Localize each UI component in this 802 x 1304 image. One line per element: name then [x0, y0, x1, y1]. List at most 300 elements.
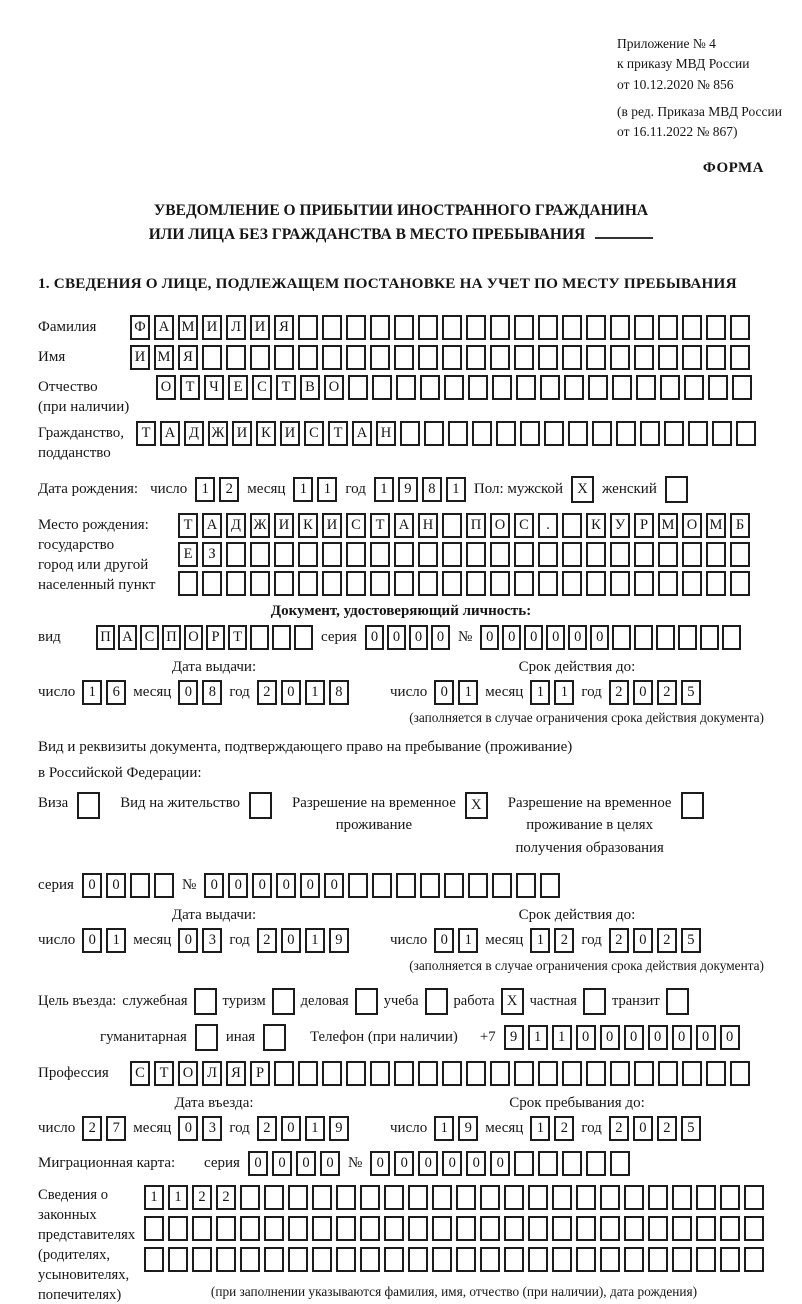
char-cell[interactable] [538, 542, 558, 567]
char-cell[interactable] [372, 375, 392, 400]
char-cell[interactable]: 1 [305, 928, 325, 953]
char-cell[interactable] [682, 542, 702, 567]
temp-residence-checkbox[interactable] [465, 792, 488, 819]
char-cell[interactable]: Т [276, 375, 296, 400]
char-cell[interactable]: А [118, 625, 137, 650]
purpose-official-checkbox[interactable] [194, 988, 217, 1015]
char-cell[interactable]: И [202, 315, 222, 340]
char-cell[interactable]: 9 [458, 1116, 478, 1141]
char-cell[interactable] [444, 375, 464, 400]
char-cell[interactable] [274, 542, 294, 567]
char-cell[interactable] [370, 1061, 390, 1086]
char-cell[interactable]: 0 [546, 625, 565, 650]
char-cell[interactable] [394, 542, 414, 567]
char-cell[interactable]: Р [250, 1061, 270, 1086]
char-cell[interactable]: 0 [568, 625, 587, 650]
purpose-private-checkbox[interactable] [583, 988, 606, 1015]
char-cell[interactable]: К [256, 421, 276, 446]
char-cell[interactable] [658, 542, 678, 567]
char-cell[interactable] [730, 315, 750, 340]
char-cell[interactable]: С [514, 513, 534, 538]
char-cell[interactable]: 0 [696, 1025, 716, 1050]
char-cell[interactable]: Т [328, 421, 348, 446]
char-cell[interactable] [528, 1216, 548, 1241]
char-cell[interactable]: И [274, 513, 294, 538]
char-cell[interactable]: М [154, 345, 174, 370]
char-cell[interactable]: А [394, 513, 414, 538]
char-cell[interactable]: 9 [504, 1025, 524, 1050]
char-cell[interactable] [408, 1247, 428, 1272]
char-cell[interactable] [432, 1185, 452, 1210]
char-cell[interactable] [490, 571, 510, 596]
char-cell[interactable]: Ф [130, 315, 150, 340]
char-cell[interactable] [250, 542, 270, 567]
char-cell[interactable]: 1 [434, 1116, 454, 1141]
char-cell[interactable]: 0 [600, 1025, 620, 1050]
char-cell[interactable]: 1 [552, 1025, 572, 1050]
char-cell[interactable]: Т [136, 421, 156, 446]
char-cell[interactable]: 1 [458, 928, 478, 953]
char-cell[interactable] [586, 345, 606, 370]
sex-male-checkbox[interactable] [571, 476, 594, 503]
temp-residence-education-checkbox[interactable] [681, 792, 704, 819]
char-cell[interactable]: 2 [609, 1116, 629, 1141]
char-cell[interactable] [744, 1185, 764, 1210]
char-cell[interactable] [562, 345, 582, 370]
char-cell[interactable]: 1 [144, 1185, 164, 1210]
char-cell[interactable]: 2 [657, 1116, 677, 1141]
char-cell[interactable] [538, 1151, 558, 1176]
char-cell[interactable] [418, 1061, 438, 1086]
char-cell[interactable]: 5 [681, 928, 701, 953]
checkbox-cell[interactable] [77, 792, 100, 819]
char-cell[interactable]: Н [418, 513, 438, 538]
char-cell[interactable]: 0 [633, 928, 653, 953]
char-cell[interactable] [586, 542, 606, 567]
char-cell[interactable]: 0 [82, 928, 102, 953]
char-cell[interactable] [370, 542, 390, 567]
char-cell[interactable] [722, 625, 741, 650]
char-cell[interactable] [730, 345, 750, 370]
char-cell[interactable]: 2 [609, 680, 629, 705]
char-cell[interactable] [586, 1151, 606, 1176]
char-cell[interactable] [130, 873, 150, 898]
char-cell[interactable] [322, 345, 342, 370]
char-cell[interactable] [610, 345, 630, 370]
char-cell[interactable] [442, 1061, 462, 1086]
char-cell[interactable] [616, 421, 636, 446]
char-cell[interactable]: И [232, 421, 252, 446]
char-cell[interactable] [720, 1216, 740, 1241]
char-cell[interactable]: И [280, 421, 300, 446]
char-cell[interactable] [514, 1151, 534, 1176]
char-cell[interactable]: С [346, 513, 366, 538]
char-cell[interactable] [394, 571, 414, 596]
purpose-tourism-checkbox[interactable] [272, 988, 295, 1015]
char-cell[interactable] [706, 315, 726, 340]
char-cell[interactable]: М [658, 513, 678, 538]
char-cell[interactable]: 1 [530, 1116, 550, 1141]
char-cell[interactable]: 2 [554, 1116, 574, 1141]
char-cell[interactable]: С [140, 625, 159, 650]
checkbox-cell[interactable] [194, 988, 217, 1015]
char-cell[interactable]: 0 [281, 680, 301, 705]
char-cell[interactable]: 2 [192, 1185, 212, 1210]
char-cell[interactable] [610, 315, 630, 340]
char-cell[interactable] [312, 1216, 332, 1241]
char-cell[interactable] [490, 1061, 510, 1086]
char-cell[interactable]: 2 [82, 1116, 102, 1141]
char-cell[interactable] [696, 1216, 716, 1241]
char-cell[interactable]: 1 [530, 928, 550, 953]
char-cell[interactable] [712, 421, 732, 446]
char-cell[interactable] [420, 375, 440, 400]
checkbox-cell[interactable] [263, 1024, 286, 1051]
char-cell[interactable]: 0 [252, 873, 272, 898]
char-cell[interactable] [538, 315, 558, 340]
char-cell[interactable] [648, 1247, 668, 1272]
char-cell[interactable] [360, 1247, 380, 1272]
residence-permit-checkbox[interactable] [249, 792, 272, 819]
purpose-transit-checkbox[interactable] [666, 988, 689, 1015]
char-cell[interactable]: 0 [524, 625, 543, 650]
char-cell[interactable] [288, 1185, 308, 1210]
char-cell[interactable] [682, 1061, 702, 1086]
char-cell[interactable] [264, 1216, 284, 1241]
char-cell[interactable]: 2 [257, 680, 277, 705]
char-cell[interactable] [226, 571, 246, 596]
char-cell[interactable] [610, 571, 630, 596]
checkbox-cell[interactable] [249, 792, 272, 819]
char-cell[interactable] [492, 873, 512, 898]
char-cell[interactable] [466, 542, 486, 567]
char-cell[interactable] [384, 1247, 404, 1272]
char-cell[interactable]: Т [228, 625, 247, 650]
char-cell[interactable] [312, 1247, 332, 1272]
char-cell[interactable] [394, 315, 414, 340]
char-cell[interactable]: 1 [554, 680, 574, 705]
char-cell[interactable] [298, 571, 318, 596]
char-cell[interactable] [682, 315, 702, 340]
char-cell[interactable]: Д [226, 513, 246, 538]
char-cell[interactable]: Е [178, 542, 198, 567]
char-cell[interactable] [336, 1216, 356, 1241]
char-cell[interactable]: 0 [178, 680, 198, 705]
char-cell[interactable]: 2 [657, 680, 677, 705]
char-cell[interactable]: 0 [442, 1151, 462, 1176]
char-cell[interactable] [684, 375, 704, 400]
char-cell[interactable]: 1 [305, 1116, 325, 1141]
char-cell[interactable] [612, 625, 631, 650]
char-cell[interactable]: Ж [250, 513, 270, 538]
char-cell[interactable] [480, 1216, 500, 1241]
char-cell[interactable] [624, 1216, 644, 1241]
char-cell[interactable]: 0 [320, 1151, 340, 1176]
char-cell[interactable] [480, 1185, 500, 1210]
char-cell[interactable] [168, 1216, 188, 1241]
char-cell[interactable] [144, 1216, 164, 1241]
char-cell[interactable] [562, 513, 582, 538]
checkbox-cell[interactable]: X [571, 476, 594, 503]
char-cell[interactable] [624, 1185, 644, 1210]
char-cell[interactable]: 1 [293, 477, 313, 502]
char-cell[interactable]: 0 [624, 1025, 644, 1050]
char-cell[interactable] [336, 1185, 356, 1210]
char-cell[interactable] [744, 1216, 764, 1241]
purpose-business-checkbox[interactable] [355, 988, 378, 1015]
char-cell[interactable] [240, 1247, 260, 1272]
char-cell[interactable] [466, 345, 486, 370]
char-cell[interactable] [624, 1247, 644, 1272]
char-cell[interactable]: И [322, 513, 342, 538]
char-cell[interactable]: О [324, 375, 344, 400]
char-cell[interactable] [346, 315, 366, 340]
char-cell[interactable] [394, 345, 414, 370]
char-cell[interactable]: 0 [248, 1151, 268, 1176]
char-cell[interactable] [730, 542, 750, 567]
checkbox-cell[interactable] [665, 476, 688, 503]
char-cell[interactable] [456, 1185, 476, 1210]
char-cell[interactable] [492, 375, 512, 400]
checkbox-cell[interactable] [681, 792, 704, 819]
char-cell[interactable] [490, 315, 510, 340]
char-cell[interactable]: 1 [106, 928, 126, 953]
char-cell[interactable]: И [250, 315, 270, 340]
char-cell[interactable] [528, 1185, 548, 1210]
char-cell[interactable]: А [352, 421, 372, 446]
char-cell[interactable] [272, 625, 291, 650]
char-cell[interactable]: 0 [178, 928, 198, 953]
char-cell[interactable] [240, 1185, 260, 1210]
char-cell[interactable] [720, 1247, 740, 1272]
char-cell[interactable]: К [298, 513, 318, 538]
char-cell[interactable] [562, 1151, 582, 1176]
char-cell[interactable] [682, 345, 702, 370]
char-cell[interactable]: Т [180, 375, 200, 400]
char-cell[interactable]: 0 [296, 1151, 316, 1176]
char-cell[interactable] [274, 345, 294, 370]
char-cell[interactable] [568, 421, 588, 446]
char-cell[interactable] [466, 1061, 486, 1086]
char-cell[interactable] [216, 1216, 236, 1241]
char-cell[interactable]: 2 [657, 928, 677, 953]
char-cell[interactable]: С [130, 1061, 150, 1086]
char-cell[interactable]: Ч [204, 375, 224, 400]
char-cell[interactable] [288, 1247, 308, 1272]
purpose-study-checkbox[interactable] [425, 988, 448, 1015]
char-cell[interactable]: Я [178, 345, 198, 370]
char-cell[interactable]: 0 [431, 625, 450, 650]
char-cell[interactable]: 2 [554, 928, 574, 953]
checkbox-cell[interactable]: X [465, 792, 488, 819]
char-cell[interactable] [514, 315, 534, 340]
char-cell[interactable]: Е [228, 375, 248, 400]
char-cell[interactable] [634, 625, 653, 650]
char-cell[interactable]: 2 [219, 477, 239, 502]
char-cell[interactable] [682, 571, 702, 596]
char-cell[interactable] [226, 345, 246, 370]
char-cell[interactable] [432, 1216, 452, 1241]
char-cell[interactable] [736, 421, 756, 446]
checkbox-cell[interactable]: X [501, 988, 524, 1015]
char-cell[interactable]: Р [206, 625, 225, 650]
char-cell[interactable]: С [304, 421, 324, 446]
char-cell[interactable] [490, 345, 510, 370]
checkbox-cell[interactable] [666, 988, 689, 1015]
purpose-other-checkbox[interactable] [263, 1024, 286, 1051]
purpose-humanitarian-checkbox[interactable] [195, 1024, 218, 1051]
char-cell[interactable]: 3 [202, 928, 222, 953]
char-cell[interactable] [516, 375, 536, 400]
char-cell[interactable]: М [706, 513, 726, 538]
char-cell[interactable] [706, 1061, 726, 1086]
char-cell[interactable]: О [490, 513, 510, 538]
char-cell[interactable] [634, 1061, 654, 1086]
char-cell[interactable] [274, 1061, 294, 1086]
char-cell[interactable] [360, 1185, 380, 1210]
char-cell[interactable]: 5 [681, 1116, 701, 1141]
char-cell[interactable] [688, 421, 708, 446]
char-cell[interactable]: 0 [281, 928, 301, 953]
purpose-work-checkbox[interactable] [501, 988, 524, 1015]
char-cell[interactable] [730, 571, 750, 596]
char-cell[interactable]: 0 [106, 873, 126, 898]
char-cell[interactable] [538, 571, 558, 596]
char-cell[interactable]: 7 [106, 1116, 126, 1141]
char-cell[interactable] [298, 1061, 318, 1086]
char-cell[interactable]: 0 [409, 625, 428, 650]
char-cell[interactable] [706, 345, 726, 370]
char-cell[interactable] [514, 345, 534, 370]
char-cell[interactable] [516, 873, 536, 898]
char-cell[interactable] [418, 542, 438, 567]
char-cell[interactable] [322, 571, 342, 596]
char-cell[interactable]: 1 [528, 1025, 548, 1050]
char-cell[interactable] [504, 1216, 524, 1241]
char-cell[interactable] [298, 345, 318, 370]
char-cell[interactable] [610, 1061, 630, 1086]
char-cell[interactable] [348, 375, 368, 400]
char-cell[interactable]: 0 [204, 873, 224, 898]
char-cell[interactable] [664, 421, 684, 446]
char-cell[interactable]: 1 [458, 680, 478, 705]
char-cell[interactable] [634, 571, 654, 596]
char-cell[interactable]: З [202, 542, 222, 567]
char-cell[interactable] [360, 1216, 380, 1241]
char-cell[interactable]: 0 [82, 873, 102, 898]
char-cell[interactable] [744, 1247, 764, 1272]
char-cell[interactable] [420, 873, 440, 898]
char-cell[interactable]: 2 [257, 1116, 277, 1141]
char-cell[interactable] [226, 542, 246, 567]
char-cell[interactable] [418, 571, 438, 596]
char-cell[interactable] [264, 1185, 284, 1210]
char-cell[interactable] [538, 345, 558, 370]
char-cell[interactable]: 0 [394, 1151, 414, 1176]
char-cell[interactable] [408, 1185, 428, 1210]
char-cell[interactable] [610, 1151, 630, 1176]
char-cell[interactable] [444, 873, 464, 898]
char-cell[interactable] [432, 1247, 452, 1272]
char-cell[interactable]: 0 [178, 1116, 198, 1141]
char-cell[interactable]: 0 [228, 873, 248, 898]
char-cell[interactable]: 1 [168, 1185, 188, 1210]
char-cell[interactable] [442, 345, 462, 370]
char-cell[interactable] [408, 1216, 428, 1241]
char-cell[interactable] [346, 345, 366, 370]
char-cell[interactable]: 0 [300, 873, 320, 898]
char-cell[interactable] [562, 542, 582, 567]
char-cell[interactable] [448, 421, 468, 446]
sex-female-checkbox[interactable] [665, 476, 688, 503]
char-cell[interactable]: 0 [672, 1025, 692, 1050]
char-cell[interactable] [348, 873, 368, 898]
char-cell[interactable] [600, 1247, 620, 1272]
char-cell[interactable] [442, 571, 462, 596]
char-cell[interactable] [520, 421, 540, 446]
char-cell[interactable] [552, 1247, 572, 1272]
char-cell[interactable] [466, 315, 486, 340]
char-cell[interactable] [696, 1185, 716, 1210]
char-cell[interactable] [442, 513, 462, 538]
char-cell[interactable] [418, 315, 438, 340]
char-cell[interactable]: И [130, 345, 150, 370]
char-cell[interactable]: Л [202, 1061, 222, 1086]
char-cell[interactable]: 0 [434, 680, 454, 705]
visa-checkbox[interactable] [77, 792, 100, 819]
char-cell[interactable] [562, 315, 582, 340]
char-cell[interactable]: 0 [281, 1116, 301, 1141]
char-cell[interactable] [372, 873, 392, 898]
char-cell[interactable]: 8 [202, 680, 222, 705]
char-cell[interactable]: К [586, 513, 606, 538]
char-cell[interactable] [480, 1247, 500, 1272]
char-cell[interactable] [468, 873, 488, 898]
char-cell[interactable] [442, 542, 462, 567]
char-cell[interactable] [658, 1061, 678, 1086]
char-cell[interactable]: 8 [422, 477, 442, 502]
char-cell[interactable] [202, 571, 222, 596]
char-cell[interactable] [648, 1216, 668, 1241]
char-cell[interactable] [298, 542, 318, 567]
char-cell[interactable]: Я [274, 315, 294, 340]
char-cell[interactable] [656, 625, 675, 650]
char-cell[interactable] [370, 345, 390, 370]
char-cell[interactable] [322, 542, 342, 567]
char-cell[interactable] [562, 1061, 582, 1086]
char-cell[interactable] [192, 1216, 212, 1241]
char-cell[interactable]: 2 [216, 1185, 236, 1210]
char-cell[interactable] [250, 571, 270, 596]
char-cell[interactable] [552, 1185, 572, 1210]
char-cell[interactable] [298, 315, 318, 340]
char-cell[interactable] [322, 315, 342, 340]
char-cell[interactable]: 1 [446, 477, 466, 502]
char-cell[interactable] [732, 375, 752, 400]
char-cell[interactable] [192, 1247, 212, 1272]
char-cell[interactable]: 0 [720, 1025, 740, 1050]
char-cell[interactable]: В [300, 375, 320, 400]
char-cell[interactable] [634, 542, 654, 567]
char-cell[interactable] [394, 1061, 414, 1086]
char-cell[interactable] [154, 873, 174, 898]
char-cell[interactable]: 1 [374, 477, 394, 502]
char-cell[interactable] [600, 1185, 620, 1210]
char-cell[interactable] [456, 1247, 476, 1272]
char-cell[interactable] [468, 375, 488, 400]
char-cell[interactable] [672, 1185, 692, 1210]
char-cell[interactable] [636, 375, 656, 400]
